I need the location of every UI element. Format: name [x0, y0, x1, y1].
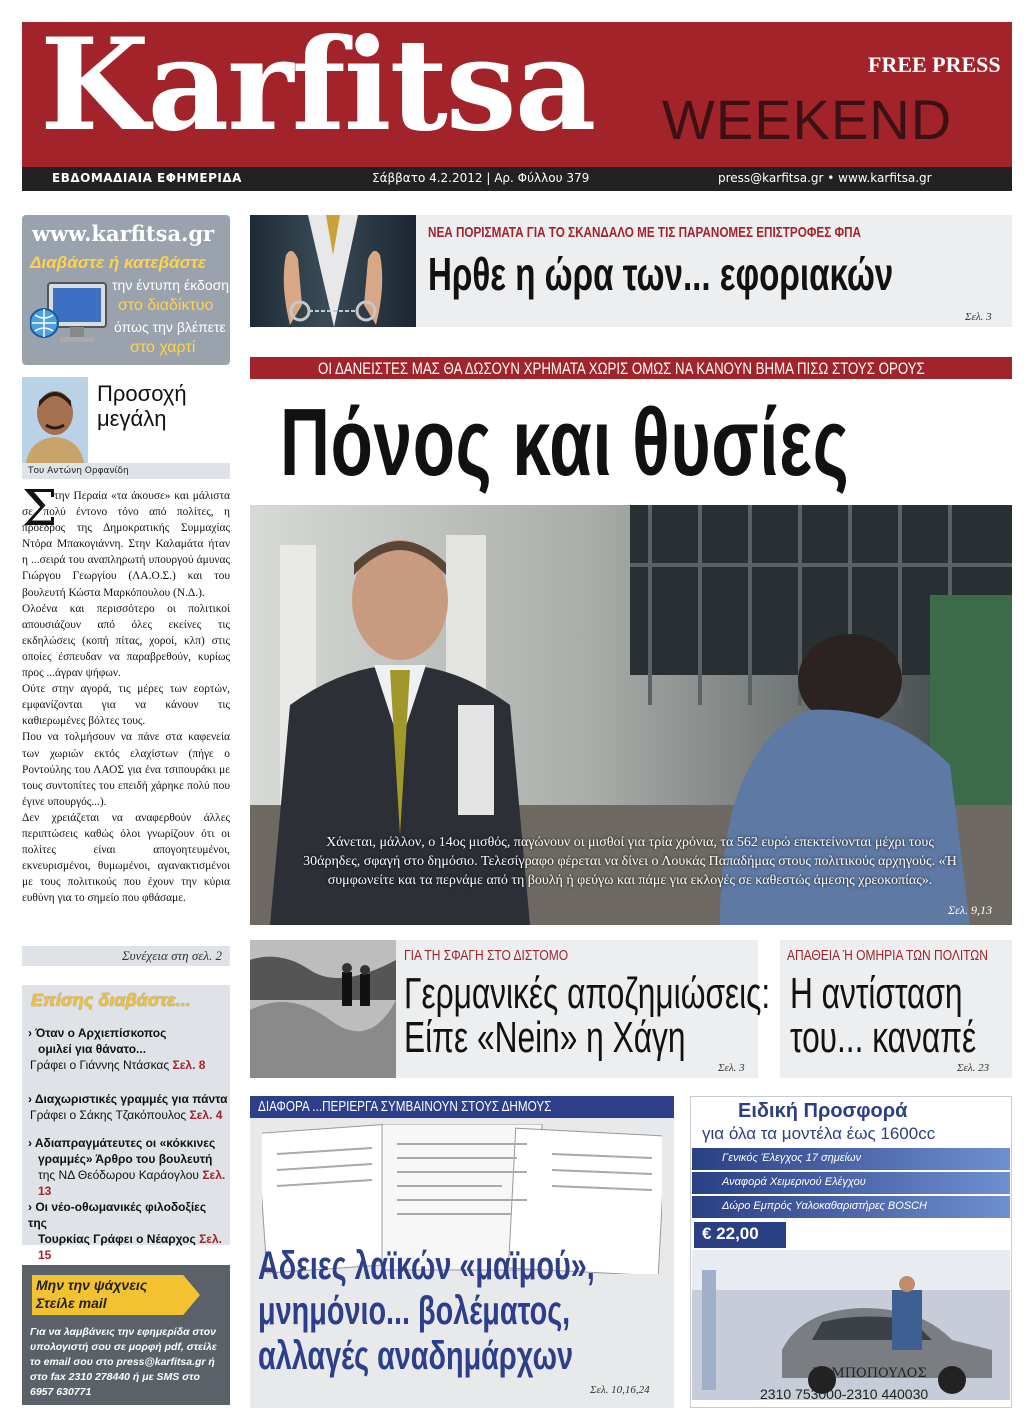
distomo-photo	[250, 940, 396, 1078]
municipal-headline[interactable]: Αδειες λαϊκών «μαϊμού», μνημόνιο... βολέματος, αλλαγές αναδημάρχων	[258, 1244, 595, 1378]
contact-line[interactable]: press@karfitsa.gr • www.karfitsa.gr	[718, 171, 932, 185]
apathy-page: Σελ. 23	[957, 1062, 990, 1074]
municipal-kicker: ΔΙΑΦΟΡΑ ...ΠΕΡΙΕΡΓΑ ΣΥΜΒΑΙΝΟΥΝ ΣΤΟΥΣ ΔΗΜΟΥΣ	[258, 1098, 552, 1115]
site-promo[interactable]	[22, 215, 230, 365]
column-title	[97, 381, 187, 431]
column-author: Του Αντώνη Ορφανίδη	[22, 463, 230, 479]
site-line-3: όπως την βλέπετε	[114, 319, 226, 335]
column-title-line-1: Προσοχή	[97, 381, 187, 406]
main-headline[interactable]: Πόνος και θυσίες	[280, 389, 850, 496]
also-read-box	[22, 985, 230, 1262]
site-headline: Διαβάστε ή κατεβάστε	[30, 253, 207, 272]
ad-subtitle: για όλα τα μοντέλα έως 1600cc	[702, 1124, 936, 1143]
also-read-item[interactable]: › Διαχωριστικές γραμμές για πάντα Γράφει ο Σάκης Τζακόπουλος Σελ. 4	[28, 1092, 228, 1122]
also-read-item[interactable]: › Οι νέο-οθωμανικές φιλοδοξίες της Τουρκίας Γράφει ο Νέαρχος Σελ. 15	[28, 1200, 222, 1262]
column-paragraph: Ολοένα και περισσότερο οι πολιτικοί απουσιάζουν από όλες εκείνες τις εκδηλώσεις (κοπή πίτας, χοροί, κλπ) στις οποίες έσπευδαν να παραβρεθούν, κυρίως προς ...άγραν ψήφων.	[22, 602, 230, 680]
ad-price: € 22,00	[694, 1222, 786, 1248]
top-story-page: Σελ. 3	[965, 311, 992, 323]
apathy-kicker: ΑΠΑΘΕΙΑ Ή ΟΜΗΡΙΑ ΤΩΝ ΠΟΛΙΤΩΝ	[787, 947, 988, 964]
mail-instructions: Για να λαμβάνεις την εφημερίδα στον υπολογιστή σου σε μορφή pdf, στείλε το email σου στο press@karfitsa.gr ή στο fax 2310 278440 ή με SMS στο 6957 630771	[30, 1326, 217, 1398]
top-story-headline[interactable]: Ηρθε η ώρα των... εφοριακών	[428, 248, 894, 300]
subtitle: ΕΒΔΟΜΑΔΙΑΙΑ ΕΦΗΜΕΡΙΔΑ	[52, 171, 242, 185]
top-story-photo	[250, 215, 416, 327]
column-body	[22, 488, 230, 906]
ad-item: Δώρο Εμπρός Υαλοκαθαριστήρες BOSCH	[692, 1196, 1010, 1218]
main-story-caption: Χάνεται, μάλλον, ο 14ος μισθός, παγώνουν οι μισθοί για τρία χρόνια, τα 562 ευρώ επεκτείνονται μέχρι τους 30άρηδες, σφαγή στο δημόσιο. Τελεσίγραφο φέρεται να δίνει ο Λουκάς Παπαδήμας στους πολιτικούς αρχηγούς. «Ή συμφωνείτε και τα περνάμε από τη βουλή ή φεύγω και πάμε για εκλογές σε καθεστώς άμεσης χρεοκοπίας».	[303, 835, 957, 888]
ad-item: Αναφορά Χειμερινού Ελέγχου	[692, 1172, 1010, 1194]
mail-banner-line-2: Στείλε mail	[36, 1295, 107, 1311]
ad-dealer: ΡΟΜΠΟΠΟΥΛΟΣ	[812, 1366, 927, 1381]
handcuffed-hands-icon	[250, 215, 416, 327]
ad-phone: 2310 753000-2310 440030	[760, 1386, 929, 1402]
site-line-2: στο διαδίκτυο	[118, 297, 214, 314]
logo: Karfitsa	[40, 11, 595, 159]
info-bar	[22, 167, 1012, 191]
column-paragraph: Ούτε στην αγορά, τις μέρες των εορτών, εμφανίζονται για να κάνουν τις καθιερωμένες βόλτες τους.	[22, 683, 230, 728]
dropcap: Σ	[22, 479, 58, 537]
ad-item: Γενικός Έλεγχος 17 σημείων	[692, 1148, 1010, 1170]
site-line-1: την έντυπη έκδοση	[112, 277, 230, 293]
apathy-headline[interactable]: Η αντίσταση του... καναπέ	[790, 969, 977, 1062]
distomo-page: Σελ. 3	[718, 1062, 745, 1074]
site-line-4: στο χαρτί	[130, 339, 196, 356]
site-url[interactable]: www.karfitsa.gr	[32, 221, 215, 246]
historic-photo	[250, 940, 396, 1078]
column-title-line-2: μεγάλη	[97, 406, 167, 431]
municipal-page: Σελ. 10,16,24	[590, 1384, 650, 1396]
also-read-title: Επίσης διαβάστε...	[31, 990, 191, 1010]
author-photo	[22, 377, 88, 463]
top-story-kicker: ΝΕΑ ΠΟΡΙΣΜΑΤΑ ΓΙΑ ΤΟ ΣΚΑΝΔΑΛΟ ΜΕ ΤΙΣ ΠΑΡΑΝΟΜΕΣ ΕΠΙΣΤΡΟΦΕΣ ΦΠΑ	[428, 224, 862, 241]
main-story-kicker: ΟΙ ΔΑΝΕΙΣΤΕΣ ΜΑΣ ΘΑ ΔΩΣΟΥΝ ΧΡΗΜΑΤΑ ΧΩΡΙΣ ΟΜΩΣ ΝΑ ΚΑΝΟΥΝ ΒΗΜΑ ΠΙΣΩ ΣΤΟΥΣ ΟΡΟΥΣ	[318, 359, 925, 378]
mail-banner-line-1: Μην την ψάχνεις	[36, 1277, 148, 1293]
distomo-kicker: ΓΙΑ ΤΗ ΣΦΑΓΗ ΣΤΟ ΔΙΣΤΟΜΟ	[404, 947, 569, 964]
free-press-label: FREE PRESS	[868, 52, 1001, 77]
column-paragraph: την Περαία «τα άκουσε» και μάλιστα σε πολύ έντονο τόνο από πολίτες, η πρόεδρος της Δημοκρατικής Συμμαχίας Ντόρα Μπακογιάννη. Στην Καλαμάτα ήταν η ...σειρά του αναπληρωτή υπουργού άμυνας Γιώργου Γεωργίου (ΛΑ.Ο.Σ.) και του βουλευτή Κώστα Μαρκόπουλου (Ν.Δ.).	[22, 490, 230, 599]
continued-link[interactable]: Συνέχεια στη σελ. 2	[22, 946, 230, 966]
date-line: Σάββατο 4.2.2012 | Αρ. Φύλλου 379	[372, 171, 590, 185]
also-read-item[interactable]: › Όταν ο Αρχιεπίσκοπος ομιλεί για θάνατο... Γράφει ο Γιάννης Ντάσκας Σελ. 8	[28, 1026, 206, 1072]
main-story-page: Σελ. 9,13	[948, 903, 993, 917]
edition-label: WEEKEND	[662, 88, 953, 151]
ad-title: Ειδική Προσφορά	[738, 1100, 908, 1122]
author-portrait-icon	[22, 377, 88, 463]
also-read-item[interactable]: › Αδιαπραγμάτευτες οι «κόκκινες γραμμές» Άρθρο του βουλευτή της ΝΔ Θεόδωρου Καράογλου Σελ. 13	[28, 1136, 226, 1198]
column-paragraph: Δεν χρειάζεται να αναφερθούν άλλες περιπτώσεις καθώς όλοι γνωρίζουν ότι οι πολίτες είναι απογοητευμένοι, εκνευρισμένοι, θυμωμένοι, αγανακτισμένοι με τους πολιτικούς που έχουν την κύρια ευθύνη για το σημείο που φθάσαμε.	[22, 811, 230, 905]
computer-monitor-icon	[30, 277, 110, 349]
column-paragraph: Που να τολμήσουν να πάνε στα καφενεία των χωριών εκτός ελαχίστων (πήγε ο Ροντούλης του ΛΑΟΣ για ένα τσιπουράκι με τους συντοπίτες του επειδή χάρηκε πολύ που έγινε υπουργός...).	[22, 731, 230, 808]
distomo-headline[interactable]: Γερμανικές αποζημιώσεις: Είπε «Nein» η Χάγη	[404, 969, 771, 1062]
mail-promo[interactable]	[22, 1265, 230, 1405]
